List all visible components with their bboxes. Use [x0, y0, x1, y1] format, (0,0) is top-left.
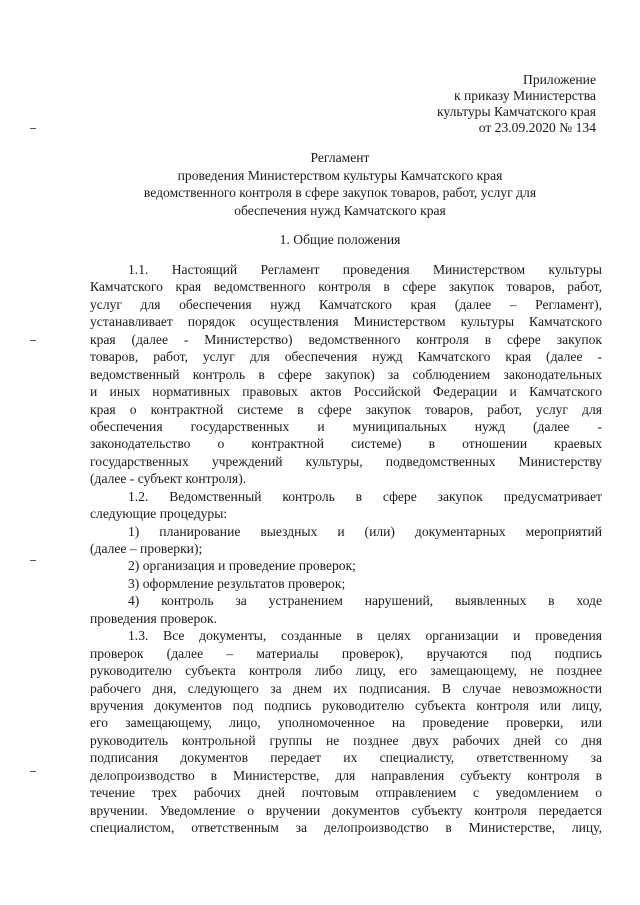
appendix-line: к приказу Министерства [453, 88, 596, 103]
scan-mark [30, 128, 36, 129]
text-line: его замещающему, лицо, уполномоченное на проведение проверки, или [90, 715, 602, 731]
text-line: 2) организация и проведение проверок; [128, 558, 356, 574]
text-line: 1) планирование выездных и (или) документарных мероприятий [128, 523, 602, 539]
text-line: рабочего дня, следующего за днем их подписания. В случае невозможности [90, 680, 602, 696]
text-line: делопроизводство в Министерстве, для направления субъекту контроля в [90, 767, 602, 783]
text-line: 4) контроль за устранением нарушений, выявленных в ходе [128, 593, 602, 609]
text-line: руководитель контрольной группы не позднее двух рабочих дней со дня [90, 732, 602, 748]
text-line: 1.3. Все документы, созданные в целях организации и проведения [128, 628, 602, 644]
text-line: течение трех рабочих дней почтовым отправлением с уведомлением о [90, 785, 602, 801]
title-line: проведения Министерством культуры Камчатского края [177, 167, 503, 183]
text-line: проверок (далее – материалы проверок), вручаются под подпись [90, 645, 602, 661]
text-line: вручении. Уведомление о вручении документов субъекту контроля передается [90, 802, 602, 818]
text-line: (далее – проверки); [90, 541, 203, 556]
text-line: законодательство о контрактной системе) в отношении краевых [90, 436, 602, 452]
scan-mark [30, 340, 36, 341]
text-line: края о контрактной системе в сфере закупок товаров, работ, услуг для [90, 401, 602, 417]
body-text [90, 261, 602, 836]
appendix-block [437, 72, 596, 136]
title-line: обеспечения нужд Камчатского края [234, 202, 446, 218]
text-line: Камчатского края ведомственного контроля в сфере закупок товаров, работ, [90, 279, 602, 295]
text-line: устанавливает порядок осуществления Министерством культуры Камчатского [90, 314, 602, 330]
text-line: проведения проверок. [90, 610, 218, 626]
appendix-line: Приложение [523, 72, 596, 87]
title-line: ведомственного контроля в сфере закупок товаров, работ, услуг для [143, 185, 537, 200]
title-line: Регламент [310, 150, 370, 165]
scan-mark [30, 560, 36, 561]
section-heading: 1. Общие положения [279, 232, 401, 247]
text-line: края (далее - Министерство) ведомственного контроля в сфере закупок [90, 331, 602, 347]
text-line: и иных нормативных правовых актов Российской Федерации и Камчатского [90, 384, 602, 400]
text-line: государственных учреждений культуры, подведомственных Министерству [90, 453, 602, 469]
text-line: ведомственный контроль в сфере закупок) за соблюдением законодательных [90, 366, 602, 382]
text-line: 1.1. Настоящий Регламент проведения Министерством культуры [128, 262, 602, 277]
scan-mark [30, 771, 36, 772]
text-line: 1.2. Ведомственный контроль в сфере закупок предусматривает [128, 488, 602, 504]
text-line: товаров, работ, услуг для обеспечения нужд Камчатского края (далее - [90, 349, 602, 365]
text-line: вручения документов под подпись руководителю субъекта контроля или лицу, [90, 697, 602, 713]
appendix-line: от 23.09.2020 № 134 [478, 120, 596, 135]
text-line: обеспечения государственных и муниципальных нужд (далее - [90, 418, 602, 434]
appendix-line: культуры Камчатского края [437, 104, 596, 119]
text-line: следующие процедуры: [90, 506, 228, 522]
text-line: 3) оформление результатов проверок; [128, 575, 346, 591]
text-line: специалистом, ответственным за делопроизводство в Министерстве, лицу, [90, 820, 602, 835]
document-title [90, 149, 590, 219]
text-line: услуг для обеспечения нужд Камчатского края (далее – Регламент), [90, 296, 602, 312]
text-line: (далее - субъект контроля). [90, 471, 247, 487]
text-line: руководителю субъекта контроля либо лицу, его замещающему, не позднее [90, 663, 602, 679]
text-line: подписания документов передает их специалисту, ответственному за [90, 750, 602, 766]
